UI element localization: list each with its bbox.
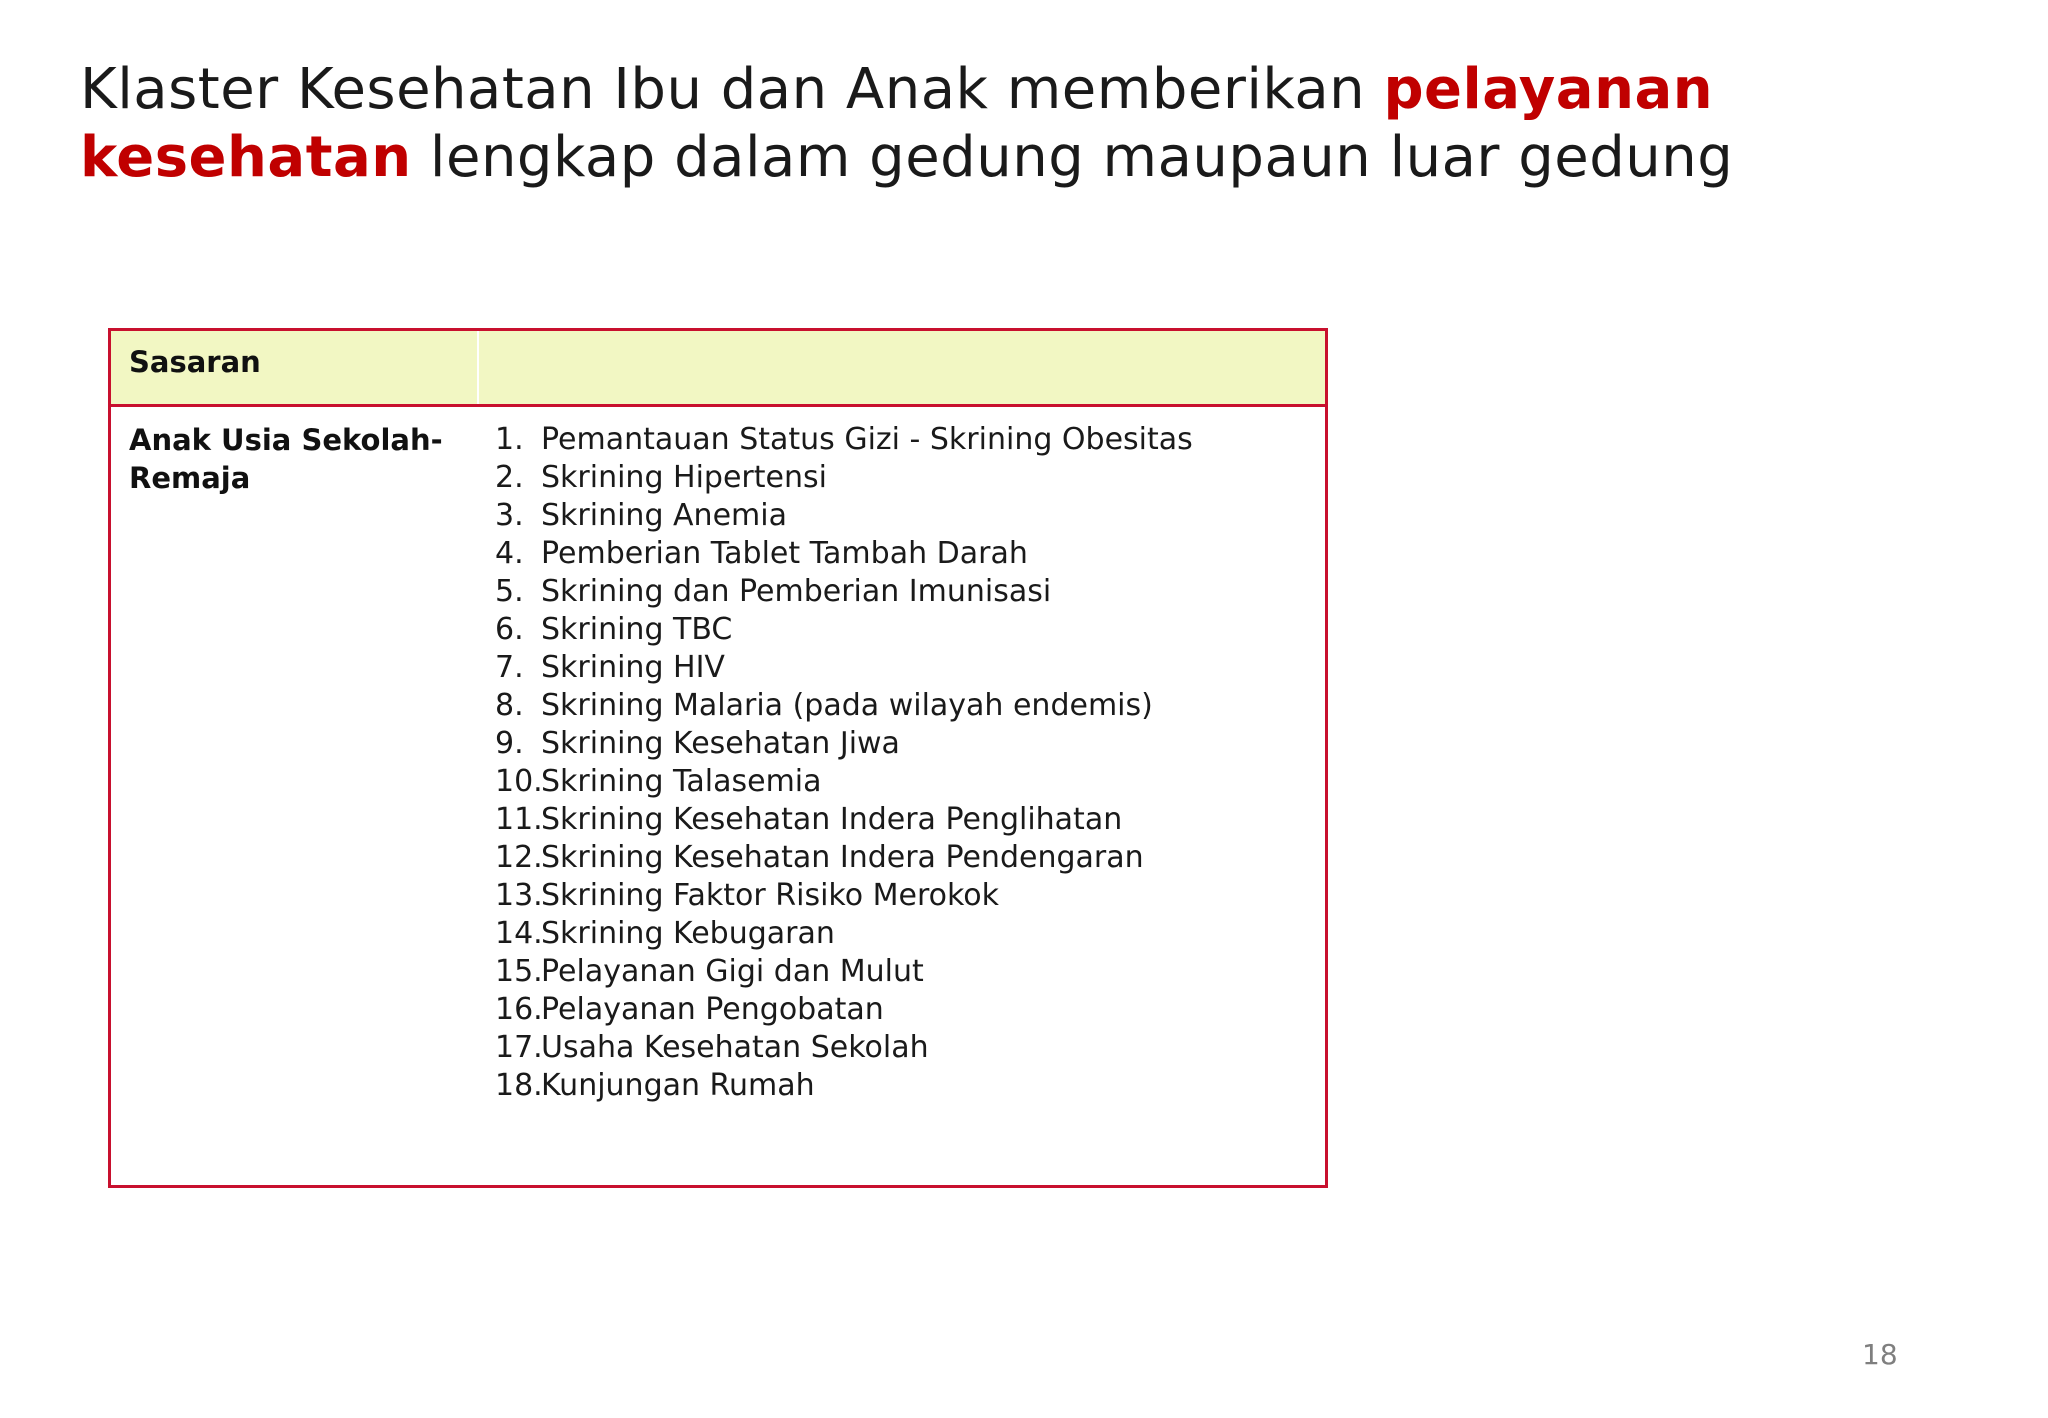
list-item-number: 6. <box>495 612 524 647</box>
list-item-number: 16. <box>495 992 543 1027</box>
list-item <box>495 573 1315 611</box>
title-text-part2: lengkap dalam gedung maupaun luar gedung <box>411 125 1734 190</box>
list-item-text: Kunjungan Rumah <box>541 1068 815 1103</box>
service-list <box>495 421 1315 1105</box>
list-item-number: 5. <box>495 574 524 609</box>
list-item <box>495 687 1315 725</box>
list-item-text: Skrining dan Pemberian Imunisasi <box>541 574 1052 609</box>
list-item <box>495 839 1315 877</box>
list-item <box>495 877 1315 915</box>
list-item-number: 12. <box>495 840 543 875</box>
list-item <box>495 1029 1315 1067</box>
slide-title <box>80 56 1980 192</box>
list-item-number: 10. <box>495 764 543 799</box>
header-cell-divider <box>477 331 479 404</box>
list-item-text: Usaha Kesehatan Sekolah <box>541 1030 929 1065</box>
list-item <box>495 953 1315 991</box>
list-item-text: Skrining Kesehatan Indera Pendengaran <box>541 840 1144 875</box>
list-item <box>495 915 1315 953</box>
list-item-text: Pelayanan Gigi dan Mulut <box>541 954 924 989</box>
list-item-number: 14. <box>495 916 543 951</box>
list-item-number: 8. <box>495 688 524 723</box>
list-item <box>495 497 1315 535</box>
list-item <box>495 421 1315 459</box>
services-table <box>108 328 1328 1188</box>
list-item-text: Skrining Faktor Risiko Merokok <box>541 878 1000 913</box>
list-item-text: Skrining Hipertensi <box>541 460 827 495</box>
list-item-number: 3. <box>495 498 524 533</box>
list-item <box>495 991 1315 1029</box>
list-item-number: 18. <box>495 1068 543 1103</box>
list-item-text: Skrining Kebugaran <box>541 916 835 951</box>
list-item-number: 2. <box>495 460 524 495</box>
list-item-number: 17. <box>495 1030 543 1065</box>
title-highlight: pelayanan kesehatan <box>80 57 1714 190</box>
list-item-number: 1. <box>495 422 524 457</box>
table-header-row <box>111 331 1325 407</box>
list-item-number: 13. <box>495 878 543 913</box>
list-item-number: 4. <box>495 536 524 571</box>
title-text-part1: Klaster Kesehatan Ibu dan Anak memberikan <box>80 57 1384 122</box>
list-item-text: Skrining Kesehatan Jiwa <box>541 726 900 761</box>
list-item-number: 7. <box>495 650 524 685</box>
list-item-number: 11. <box>495 802 543 837</box>
target-group-label: Anak Usia Sekolah-Remaja <box>129 423 443 495</box>
list-item-number: 9. <box>495 726 524 761</box>
list-item <box>495 801 1315 839</box>
list-item-text: Skrining HIV <box>541 650 725 685</box>
list-item-text: Skrining Anemia <box>541 498 787 533</box>
page-number: 18 <box>1862 1338 1898 1371</box>
list-item-text: Skrining Talasemia <box>541 764 822 799</box>
list-item <box>495 459 1315 497</box>
list-item-text: Pelayanan Pengobatan <box>541 992 884 1027</box>
list-item <box>495 535 1315 573</box>
list-item-text: Skrining Kesehatan Indera Penglihatan <box>541 802 1123 837</box>
list-item <box>495 649 1315 687</box>
table-header-label: Sasaran <box>129 345 261 379</box>
list-item-text: Pemberian Tablet Tambah Darah <box>541 536 1028 571</box>
list-item-text: Skrining TBC <box>541 612 733 647</box>
list-item <box>495 763 1315 801</box>
list-item-text: Pemantauan Status Gizi - Skrining Obesitas <box>541 422 1193 457</box>
list-item-number: 15. <box>495 954 543 989</box>
list-item <box>495 1067 1315 1105</box>
list-item <box>495 725 1315 763</box>
list-item <box>495 611 1315 649</box>
list-item-text: Skrining Malaria (pada wilayah endemis) <box>541 688 1153 723</box>
